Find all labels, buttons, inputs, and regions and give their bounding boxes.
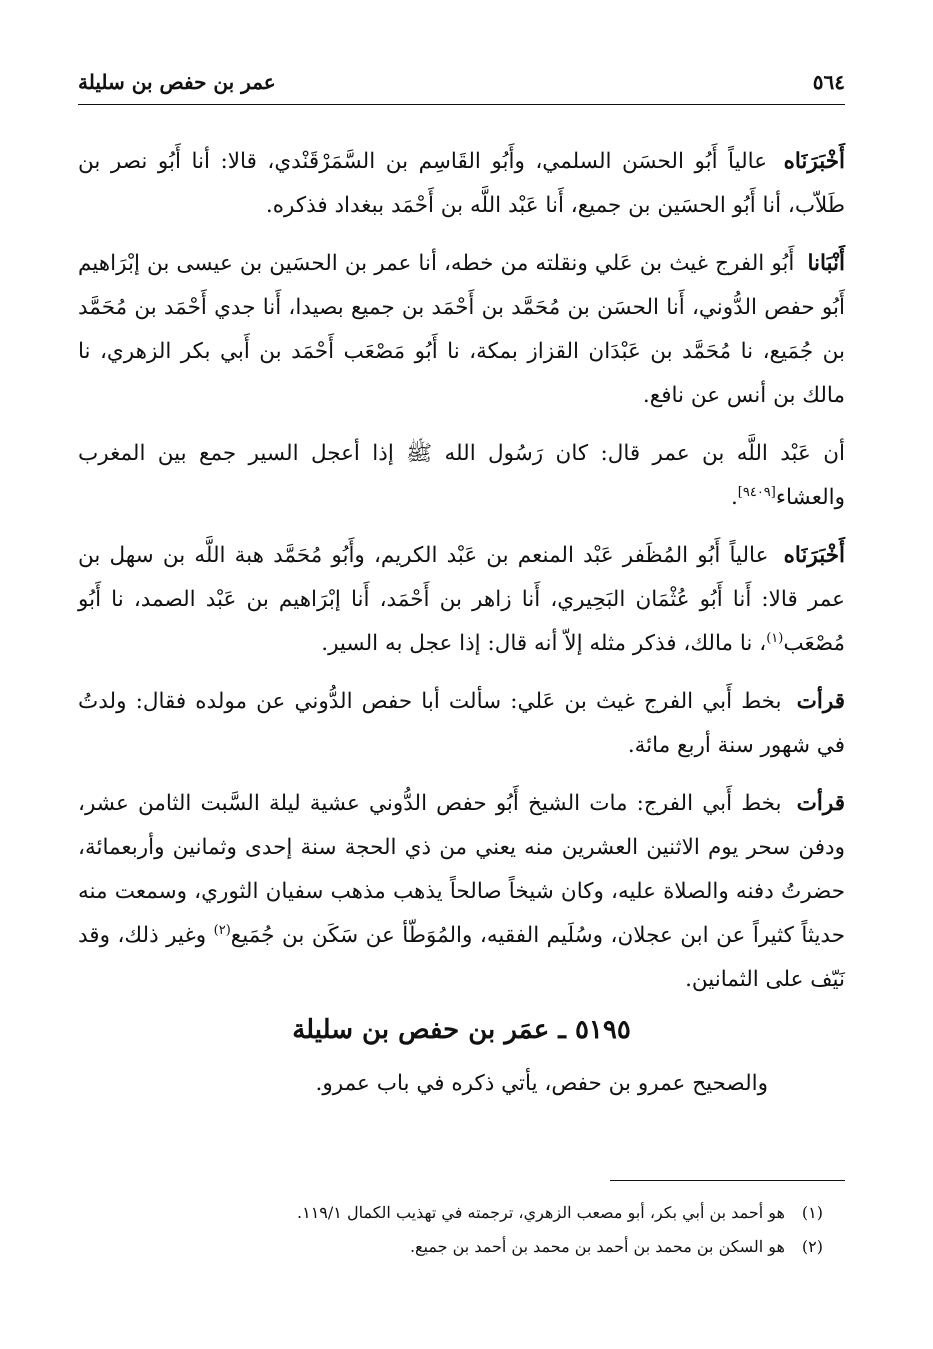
paragraph-2 bbox=[78, 242, 845, 418]
paragraph-text: أن عَبْد اللَّه بن عمر قال: كان رَسُول الله ﷺ إذا أعجل السير جمع بين المغرب والعشاء bbox=[78, 441, 845, 510]
header-divider bbox=[78, 104, 845, 105]
paragraph-text: عالياً أَبُو المُظَفر عَبْد المنعم بن عَبْد الكريم، وأَبُو مُحَمَّد هبة اللَّه بن سهل بن عمر قالا: أَنا أَبُو عُثْمَان البَحِيري، أَنا زاهر بن أَحْمَد، أَنا إبْرَاهيم بن عَبْد الصمد، نا أَبُو مُصْعَب bbox=[78, 543, 845, 656]
paragraph-lead-word: قرأت bbox=[796, 689, 845, 714]
page-number: ٥٦٤ bbox=[812, 70, 845, 94]
paragraph-1 bbox=[78, 140, 845, 228]
paragraph-6 bbox=[78, 782, 845, 1002]
footnote-1 bbox=[78, 1196, 823, 1230]
footnote-ref-2[interactable]: (٢) bbox=[213, 922, 231, 938]
footnote-ref-1[interactable]: (١) bbox=[766, 630, 784, 646]
paragraph-5 bbox=[78, 680, 845, 768]
paragraph-4 bbox=[78, 534, 845, 666]
entry-heading: ٥١٩٥ ـ عمَر بن حفص بن سليلة bbox=[292, 1015, 631, 1045]
paragraph-lead-word: أَخْبَرَنَاه bbox=[783, 149, 845, 174]
entry-text: والصحيح عمرو بن حفص، يأتي ذكره في باب عمرو. bbox=[315, 1071, 768, 1096]
paragraph-text: بخط أَبي الفرج غيث بن عَلي: سألت أبا حفص الدُّوني عن مولده فقال: ولدتُ في شهور سنة أربع مائة. bbox=[78, 689, 845, 758]
paragraph-text-end: ، نا مالك، فذكر مثله إلاّ أنه قال: إذا عجل به السير. bbox=[321, 631, 767, 656]
paragraph-text-end: . bbox=[730, 485, 738, 510]
footnote-text: هو السكن بن محمد بن أحمد بن محمد بن أحمد بن جميع. bbox=[409, 1237, 785, 1256]
footnote-mark: (٢) bbox=[801, 1237, 823, 1256]
paragraph-text: أَبُو الفرج غيث بن عَلي ونقلته من خطه، أنا عمر بن الحسَين بن عيسى بن إبْرَاهيم أَبُو حفص الدُّوني، أَنا الحسَن بن مُحَمَّد بن أَحْمَد بن جميع بصيدا، أَنا جدي أَحْمَد بن مُحَمَّد بن جُمَيع، نا مُحَمَّد بن عَبْدَان القزاز بمكة، نا أَبُو مَصْعَب أَحْمَد بن أَبي بكر الزهري، نا مالك بن أنس عن نافع. bbox=[78, 251, 845, 408]
paragraph-lead-word: أَنْبَانا bbox=[807, 251, 845, 276]
paragraph-text-end: وغير ذلك، وقد نَيّف على الثمانين. bbox=[78, 923, 845, 992]
footnote-2 bbox=[78, 1230, 823, 1264]
page-header bbox=[78, 64, 845, 100]
paragraph-lead-word: قرأت bbox=[796, 791, 845, 816]
paragraph-lead-word: أَخْبَرَنَاه bbox=[783, 543, 845, 568]
footnote-text: هو أحمد بن أبي بكر، أبو مصعب الزهري، ترجمته في تهذيب الكمال ١١٩/١. bbox=[297, 1203, 785, 1222]
running-title: عمر بن حفص بن سليلة bbox=[78, 70, 276, 94]
main-text bbox=[78, 140, 845, 1016]
paragraph-3-hadith bbox=[78, 432, 845, 520]
hadith-number: [٩٤٠٩] bbox=[737, 484, 776, 500]
footnote-mark: (١) bbox=[801, 1203, 823, 1222]
footnotes bbox=[78, 1196, 823, 1264]
paragraph-text: بخط أَبي الفرج: مات الشيخ أَبُو حفص الدُّوني عشية ليلة السَّبت الثامن عشر، ودفن سحر يوم الاثنين العشرين منه يعني من ذي الحجة سنة إحدى وثمانين وأربعمائة، حضرتُ دفنه والصلاة عليه، وكان شيخاً صالحاً يذهب مذهب سفيان الثوري، وسمعت منه حديثاً كثيراً عن ابن عجلان، وسُلَيم الفقيه، والمُوَطّأ عن سَكَن بن جُمَيع bbox=[78, 791, 846, 948]
paragraph-text: عالياً أَبُو الحسَن السلمي، وأَبُو القَاسِم بن السَّمَرْقَنْدي، قالا: أنا أَبُو نصر بن طَلاّب، أنا أَبُو الحسَين بن جميع، أَنا عَبْد اللَّه بن أَحْمَد ببغداد فذكره. bbox=[78, 149, 845, 218]
footnote-divider bbox=[610, 1180, 845, 1181]
